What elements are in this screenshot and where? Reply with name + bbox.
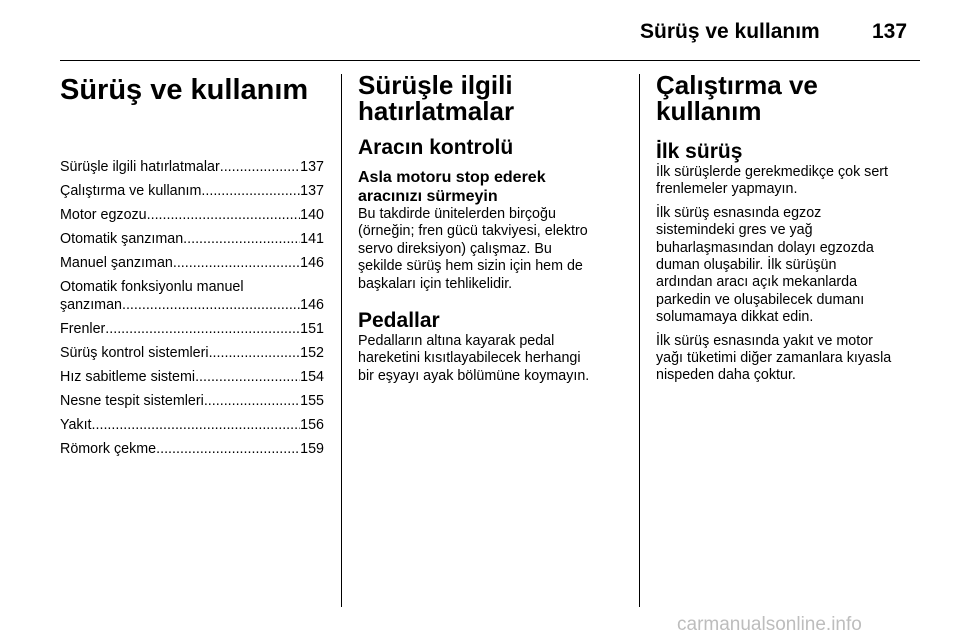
toc-entry[interactable]: [60, 416, 324, 434]
toc-leader: [173, 254, 300, 272]
toc-label: Manuel şanzıman: [60, 255, 173, 271]
toc-entry[interactable]: [60, 206, 324, 224]
toc-entry[interactable]: [60, 392, 324, 410]
toc-leader: [147, 206, 301, 224]
toc-leader: [204, 392, 300, 410]
toc-label: Sürüşle ilgili hatırlatmalar: [60, 159, 220, 175]
toc-leader: [201, 182, 300, 200]
toc-entry[interactable]: [60, 158, 324, 176]
running-header-title: Sürüş ve kullanım: [640, 20, 820, 43]
text-line: Pedalların altına kayarak pedal: [358, 333, 555, 350]
toc-label: Otomatik şanzıman: [60, 231, 184, 247]
paragraph: [656, 333, 922, 385]
toc-page: 155: [300, 393, 324, 409]
toc-label: Yakıt: [60, 417, 92, 433]
toc-label: Hız sabitleme sistemi: [60, 369, 196, 385]
subheading-vehicle-control: Aracın kontrolü: [358, 136, 514, 159]
section-heading-starting-operating: Çalıştırma ve kullanım: [656, 70, 818, 126]
toc-entry[interactable]: [60, 230, 324, 248]
toc-label: Sürüş kontrol sistemleri: [60, 345, 209, 361]
starting-operating-column: [656, 72, 922, 391]
toc-label: şanzıman: [60, 297, 122, 313]
toc-entry[interactable]: [60, 182, 324, 200]
subheading-pedals: Pedallar: [358, 309, 440, 333]
text-line: sistemindeki gres ve yağ: [656, 222, 813, 239]
toc-leader: [183, 230, 300, 248]
section-heading-driving-tips: [358, 72, 620, 124]
page-number: 137: [872, 20, 908, 43]
text-line: yağı tüketimi diğer zamanlara kıyasla: [656, 350, 892, 367]
text-line: frenlemeler yapmayın.: [656, 181, 798, 198]
paragraph: [358, 206, 620, 293]
text-line: İlk sürüş esnasında yakıt ve motor: [656, 332, 873, 349]
toc-entry[interactable]: [60, 344, 324, 362]
heading-line: aracınızı sürmeyin: [358, 188, 498, 205]
toc-label: Motor egzozu: [60, 207, 147, 223]
toc-page: 146: [300, 297, 324, 313]
text-line: (örneğin; fren gücü takviyesi, elektro: [358, 223, 588, 240]
text-line: başkaları için tehlikelidir.: [358, 275, 513, 292]
text-line: bir eşyayı ayak bölümüne koymayın.: [358, 367, 590, 384]
toc-entry[interactable]: [60, 254, 324, 272]
text-line: hareketini kısıtlayabilecek herhangi: [358, 350, 581, 367]
text-line: ardından aracı açık mekanlarda: [656, 274, 858, 291]
toc-page: 146: [300, 255, 324, 271]
text-line: şekilde sürüş hem sizin için hem de: [358, 258, 583, 275]
subheading-never-drive-engine-off: [358, 168, 620, 206]
toc-leader: [122, 296, 300, 314]
heading-line: Asla motoru stop ederek: [358, 169, 546, 186]
paragraph: [656, 164, 922, 199]
paragraph: [656, 205, 922, 327]
paragraph: [358, 333, 620, 385]
text-line: duman oluşabilir. İlk sürüşün: [656, 257, 837, 274]
toc-entry[interactable]: [60, 440, 324, 458]
header-rule: [60, 60, 920, 61]
text-line: İlk sürüş esnasında egzoz: [656, 204, 822, 221]
toc-label: Römork çekme: [60, 441, 157, 457]
heading-line: Sürüşle ilgili: [358, 70, 513, 100]
toc-page: 151: [300, 321, 324, 337]
toc-column: [60, 72, 324, 464]
toc-page: 140: [300, 207, 324, 223]
toc-page: 137: [300, 183, 324, 199]
toc-leader: [92, 416, 301, 434]
driving-tips-column: [358, 72, 620, 391]
text-line: solumamaya dikkat edin.: [656, 309, 814, 326]
toc-leader: [220, 158, 300, 176]
text-line: İlk sürüşlerde gerekmedikçe çok sert: [656, 164, 889, 180]
text-line: parkedin ve oluşabilecek dumanı: [656, 291, 865, 308]
watermark: carmanualsonline.info: [677, 614, 862, 635]
subheading-first-drive: İlk sürüş: [656, 140, 743, 163]
column-divider-1: [341, 74, 342, 607]
toc-page: 137: [300, 159, 324, 175]
toc-leader: [156, 440, 300, 458]
toc-label: Nesne tespit sistemleri: [60, 393, 204, 409]
toc-leader: [105, 320, 300, 338]
toc-entry[interactable]: [60, 320, 324, 338]
text-line: nispeden daha çoktur.: [656, 367, 796, 384]
text-line: buharlaşmasından dolayı egzozda: [656, 239, 874, 256]
toc-page: 159: [300, 441, 324, 457]
toc-page: 156: [300, 417, 324, 433]
toc-label-line1: Otomatik fonksiyonlu manuel: [60, 279, 244, 295]
heading-line: hatırlatmalar: [358, 96, 515, 126]
column-divider-2: [639, 74, 640, 607]
toc-leader: [195, 368, 300, 386]
toc-entry[interactable]: [60, 278, 324, 314]
toc-page: 154: [300, 369, 324, 385]
toc-page: 152: [300, 345, 324, 361]
text-line: servo direksiyon) çalışmaz. Bu: [358, 240, 552, 257]
toc-entry[interactable]: [60, 368, 324, 386]
toc-label: Frenler: [60, 321, 106, 337]
chapter-title: Sürüş ve kullanım: [60, 74, 309, 106]
toc-leader: [209, 344, 301, 362]
table-of-contents: [60, 158, 324, 458]
toc-page: 141: [300, 231, 324, 247]
text-line: Bu takdirde ünitelerden birçoğu: [358, 206, 556, 222]
toc-label: Çalıştırma ve kullanım: [60, 183, 202, 199]
